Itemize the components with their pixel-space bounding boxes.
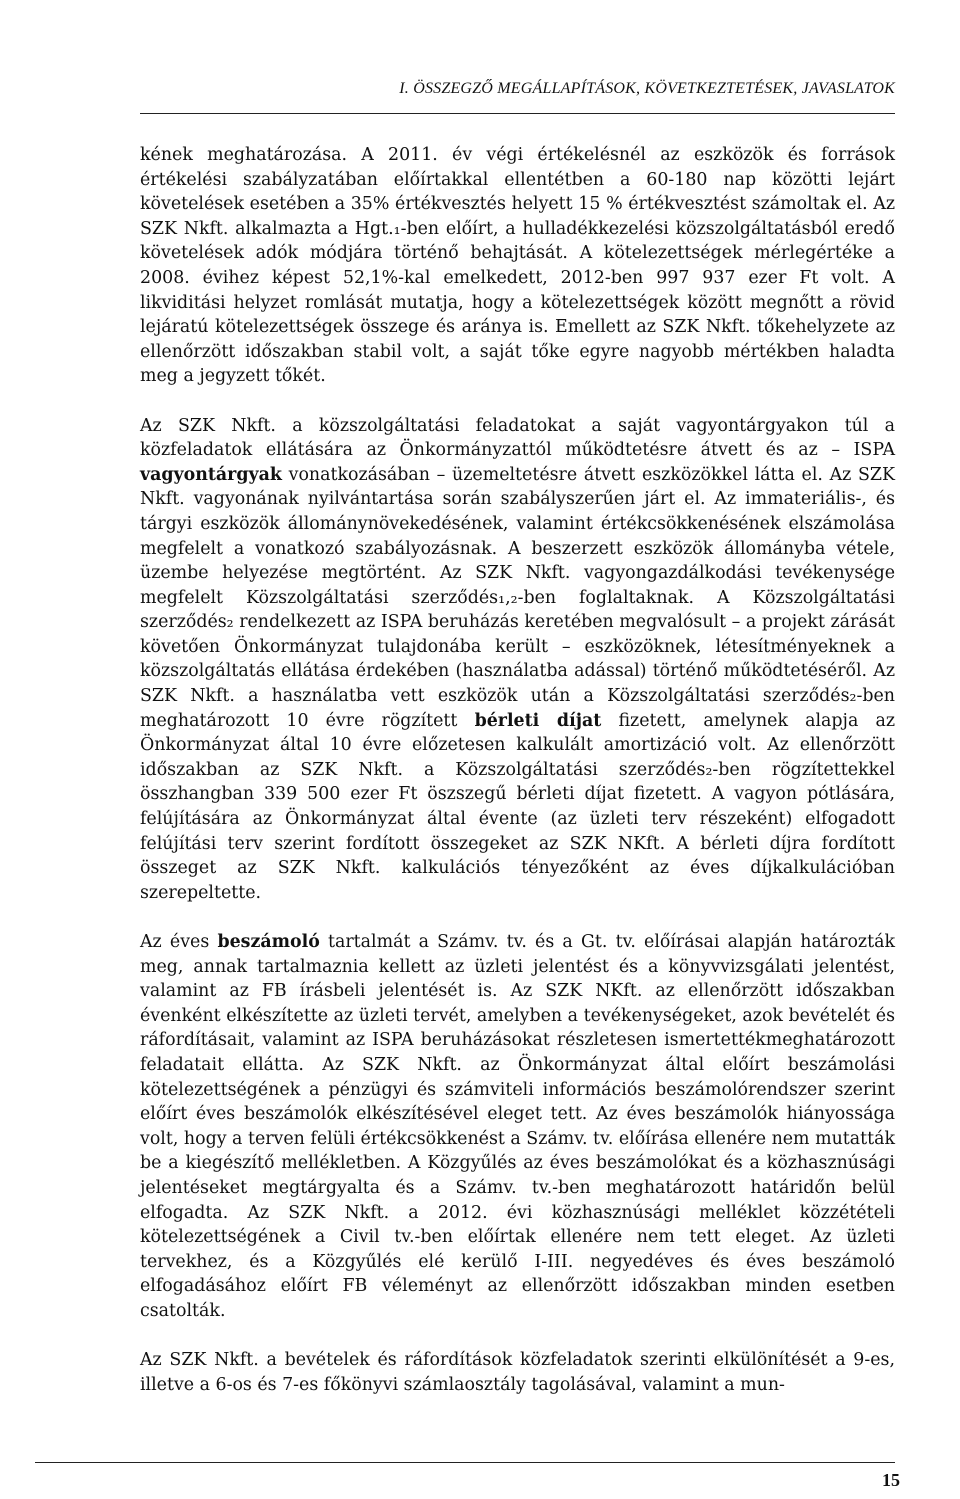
paragraph-1: kének meghatározása. A 2011. év végi értékelésnél az eszközök és források értékelési szabályzatában előírtakkal ellentétben a 60-180 nap közötti lejárt követelések esetében a 35% értékvesztés helyett 15 % értékvesztést számoltak el. Az SZK Nkft. alkalmazta a Hgt.₁-ben előírt, a hulladékkezelési közszolgáltatásból eredő követelések adók módjára történő behajtását. A kötelezettségek mérlegértéke a 2008. évihez képest 52,1%-kal emelkedett, 2012-ben 997 937 ezer Ft volt. A likviditási helyzet romlását mutatja, hogy a kötelezettségek között megnőtt a rövid lejáratú kötelezettségek összege és aránya is. Emellett az SZK Nkft. tőkehelyzete az ellenőrzött időszakban stabil volt, a saját tőke egyre nagyobb mértékben haladta meg a jegyzett tőkét. [140,145,895,387]
header-divider [140,113,895,114]
bold-term-vagyontargyak: vagyontárgyak [140,464,282,485]
paragraph-3 [140,930,895,1324]
paragraph-3-part-c: tartalmát a Számv. tv. és a Gt. tv. előírásai alapján határozták meg, annak tartalmaznia kellett az üzleti jelentést és a könyvvizsgálati jelentést, valamint az FB írásbeli jelentését is. Az SZK NKft. az ellenőrzött időszakban évenként elkészítette az üzleti tervét, amelyben a tevékenységeket, azok bevételét és ráfordításait, valamint az ISPA beruházásokat részletesen ismertettékmeghatározott feladatait ellátta. Az SZK Nkft. az Önkormányzat által előírt beszámolási kötelezettségének a pénzügyi és számviteli információs beszámolórendszer szerint előírt éves beszámolók elkészítésével eleget tett. Az éves beszámolók hiányossága volt, hogy a terven felüli értékcsökkenést a Számv. tv. előírása ellenére nem mutatták be a kiegészítő mellékletben. A Közgyűlés az éves beszámolókat és a közhasznúsági jelentéseket megtárgyalta és a Számv. tv.-ben meghatározott határidőn belül elfogadta. Az SZK Nkft. a 2012. évi közhasznúsági melléklet közzétételi kötelezettségének a Civil tv.-ben előírtak ellenére nem tett eleget. Az üzleti tervekhez, és a Közgyűlés elé kerülő I-III. negyedéves és éves beszámoló elfogadásához előírt FB véleményt az ellenőrzött időszakban minden esetben csatolták. [140,932,896,1321]
paragraph-2-part-c: vonatkozásában – üzemeltetésre átvett eszközökkel látta el. Az SZK Nkft. vagyonának nyilvántartása során szabályszerűen járt el. Az immateriális-, és tárgyi eszközök állománynövekedésének, valamint értékcsökkenésének elszámolása megfelelt a vonatkozó szabályozásnak. A beszerzett eszközök állományba vétele, üzembe helyezése megtörtént. Az SZK Nkft. vagyongazdálkodási tevékenysége megfelelt Közszolgáltatási szerződés₁,₂-ben foglaltaknak. A Közszolgáltatási szerződés₂ rendelkezett az ISPA beruházás keretében megvalósult – a projekt zárását követően Önkormányzat tulajdonába került – eszközöknek, létesítményeknek a közszolgáltatás ellátása érdekében (használatba adással) történő működtetéséről. Az SZK Nkft. a használatba vett eszközök után a Közszolgáltatási szerződés₂-ben meghatározott 10 évre rögzített [140,464,895,731]
paragraph-2-part-d: fizetett, amelynek alapja az Önkormányzat által 10 évre előzetesen kalkulált amortizáció volt. Az ellenőrzött időszakban az SZK Nkft. a Közszolgáltatási szerződés₂-ben rögzítettekkel összhangban 339 500 ezer Ft öszszegű bérleti díjat fizetett. A vagyon pótlására, felújítására az Önkormányzat által évente (az üzleti terv részeként) elfogadott felújítási terv szerint fordított összegeket az SZK NKft. A bérleti díjra fordított összeget az SZK Nkft. kalkulációs tényezőként az éves díjkalkulációban szerepeltette. [140,710,895,903]
running-header: I. ÖSSZEGZŐ MEGÁLLAPÍTÁSOK, KÖVETKEZTETÉSEK, JAVASLATOK [399,80,895,97]
bold-term-beszamolo: beszámoló [217,932,320,952]
paragraph-2-part-a: Az SZK Nkft. a közszolgáltatási feladatokat a saját vagyontárgyakon túl a közfeladatok ellátására az Önkormányzattól működtetésre átvett és az – ISPA [140,415,895,461]
bold-term-berleti-dijat: bérleti díjat [474,710,602,731]
paragraph-2 [140,414,895,906]
body-text [140,143,895,1422]
paragraph-3-part-a: Az éves [140,932,218,952]
paragraph-4: Az SZK Nkft. a bevételek és ráfordítások közfeladatok szerinti elkülönítését a 9-es, illetve a 6-os és 7-es főkönyvi számlaosztály tagolásával, valamint a mun- [140,1350,895,1395]
footer-divider [35,1462,895,1463]
page-number: 15 [882,1470,900,1490]
